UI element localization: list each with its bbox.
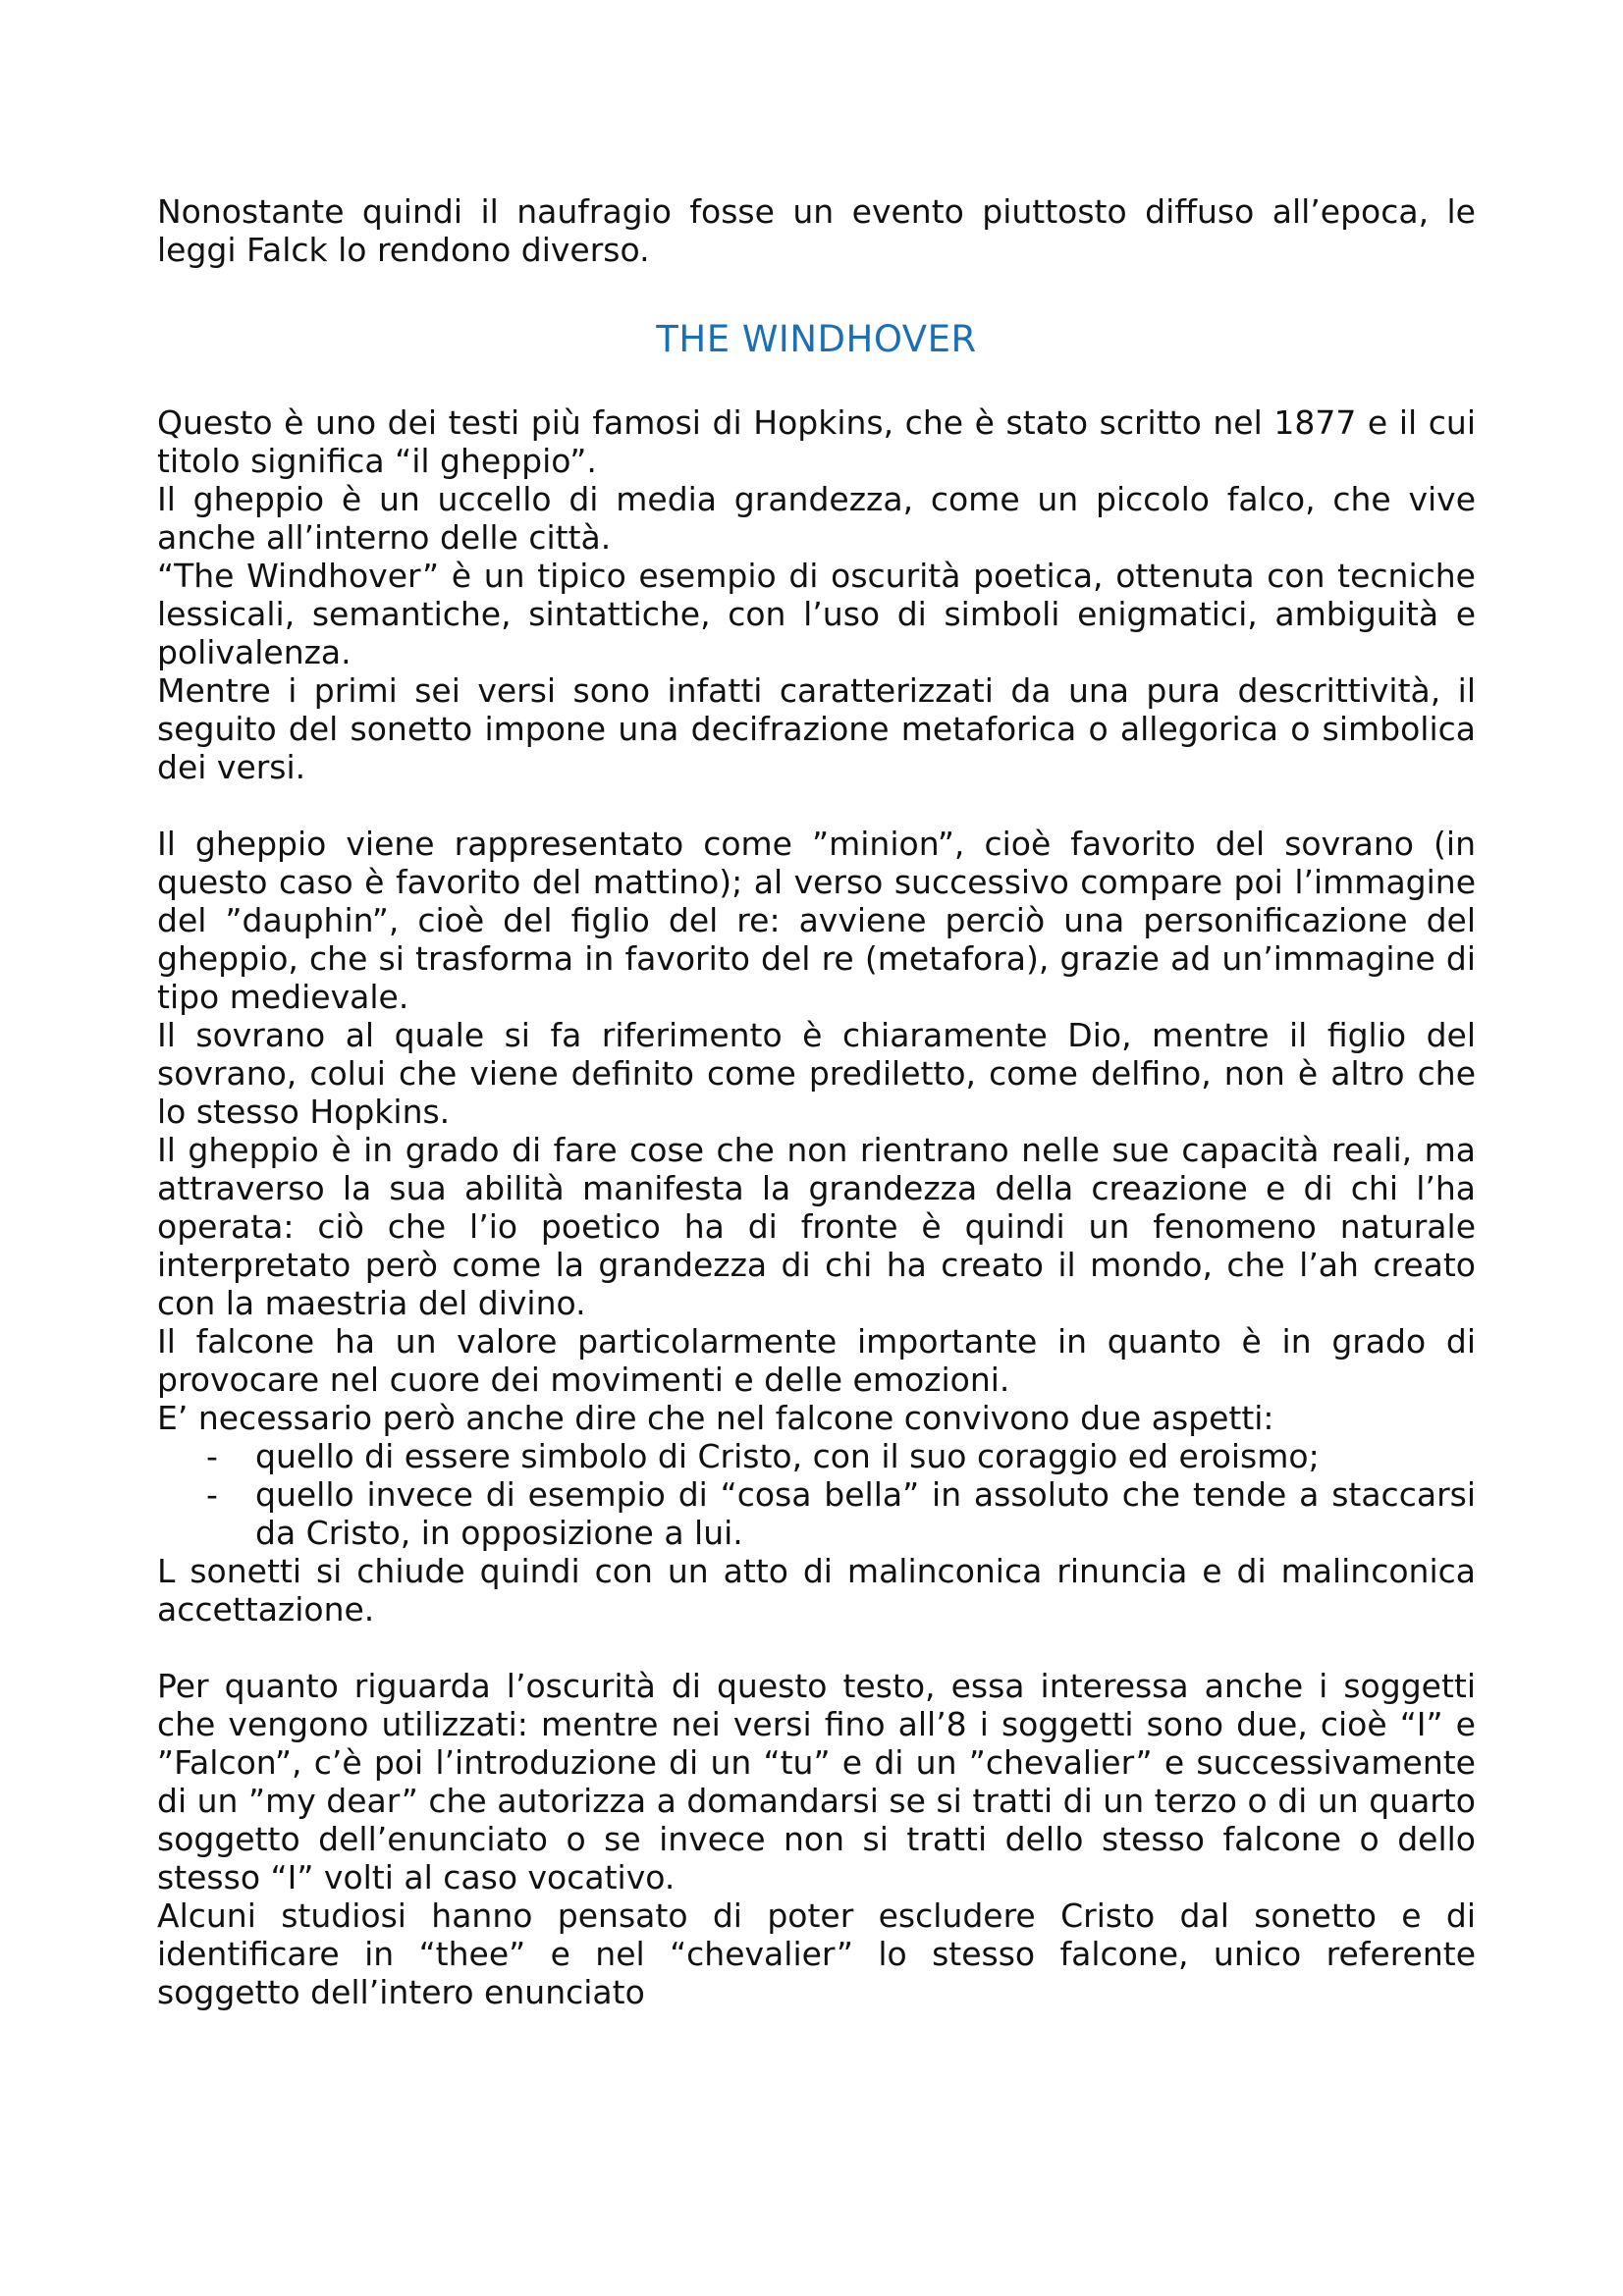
paragraph: Il sovrano al quale si fa riferimento è chiaramente Dio, mentre il figlio del sovrano, colui che viene definito come prediletto, come delfino, non è altro che lo stesso Hopkins. xyxy=(157,1016,1476,1131)
paragraph-gap xyxy=(157,1629,1476,1667)
paragraph: Questo è uno dei testi più famosi di Hopkins, che è stato scritto nel 1877 e il cui titolo significa “il gheppio”. xyxy=(157,403,1476,480)
paragraph: Il gheppio è in grado di fare cose che non rientrano nelle sue capacità reali, ma attraverso la sua abilità manifesta la grandezza della creazione e di chi l’ha operata: ciò che l’io poetico ha di fronte è quindi un fenomeno naturale interpretato però come la grandezza di chi ha creato il mondo, che l’ah creato con la maestria del divino. xyxy=(157,1131,1476,1322)
paragraph: Per quanto riguarda l’oscurità di questo testo, essa interessa anche i soggetti che vengono utilizzati: mentre nei versi fino all’8 i soggetti sono due, cioè “I” e ”Falcon”, c’è poi l’introduzione di un “tu” e di un ”chevalier” e successivamente di un ”my dear” che autorizza a domandarsi se si tratti di un terzo o di un quarto soggetto dell’enunciato o se invece non si tratti dello stesso falcone o dello stesso “I” volti al caso vocativo. xyxy=(157,1667,1476,1896)
dash-bullet: - xyxy=(206,1475,218,1514)
list-item-text: quello di essere simbolo di Cristo, con il suo coraggio ed eroismo; xyxy=(255,1437,1320,1475)
dash-bullet: - xyxy=(206,1437,218,1475)
paragraph: L sonetti si chiude quindi con un atto di malinconica rinuncia e di malinconica accettazione. xyxy=(157,1552,1476,1629)
intro-paragraph: Nonostante quindi il naufragio fosse un evento piuttosto diffuso all’epoca, le leggi Falck lo rendono diverso. xyxy=(157,192,1476,269)
list-item xyxy=(157,1475,1476,1552)
paragraph: “The Windhover” è un tipico esempio di oscurità poetica, ottenuta con tecniche lessicali, semantiche, sintattiche, con l’uso di simboli enigmatici, ambiguità e polivalenza. xyxy=(157,557,1476,671)
list-item xyxy=(157,1437,1476,1475)
paragraph: Il gheppio è un uccello di media grandezza, come un piccolo falco, che vive anche all’interno delle città. xyxy=(157,480,1476,557)
paragraph: Il falcone ha un valore particolarmente importante in quanto è in grado di provocare nel cuore dei movimenti e delle emozioni. xyxy=(157,1322,1476,1399)
list-item-text: quello invece di esempio di “cosa bella” in assoluto che tende a staccarsi da Cristo, in opposizione a lui. xyxy=(255,1475,1476,1552)
paragraph-gap xyxy=(157,786,1476,825)
paragraph: E’ necessario però anche dire che nel falcone convivono due aspetti: xyxy=(157,1399,1274,1437)
aspects-list xyxy=(157,1437,1476,1552)
paragraph: Il gheppio viene rappresentato come ”minion”, cioè favorito del sovrano (in questo caso è favorito del mattino); al verso successivo compare poi l’immagine del ”dauphin”, cioè del figlio del re: avviene perciò una personificazione del gheppio, che si trasforma in favorito del re (metafora), grazie ad un’immagine di tipo medievale. xyxy=(157,825,1476,1016)
document-page xyxy=(157,192,1476,2011)
section-title: THE WINDHOVER xyxy=(656,318,977,360)
paragraph: Mentre i primi sei versi sono infatti caratterizzati da una pura descrittività, il seguito del sonetto impone una decifrazione metaforica o allegorica o simbolica dei versi. xyxy=(157,671,1476,786)
paragraph: Alcuni studiosi hanno pensato di poter escludere Cristo dal sonetto e di identificare in “thee” e nel “chevalier” lo stesso falcone, unico referente soggetto dell’intero enunciato xyxy=(157,1896,1476,2011)
